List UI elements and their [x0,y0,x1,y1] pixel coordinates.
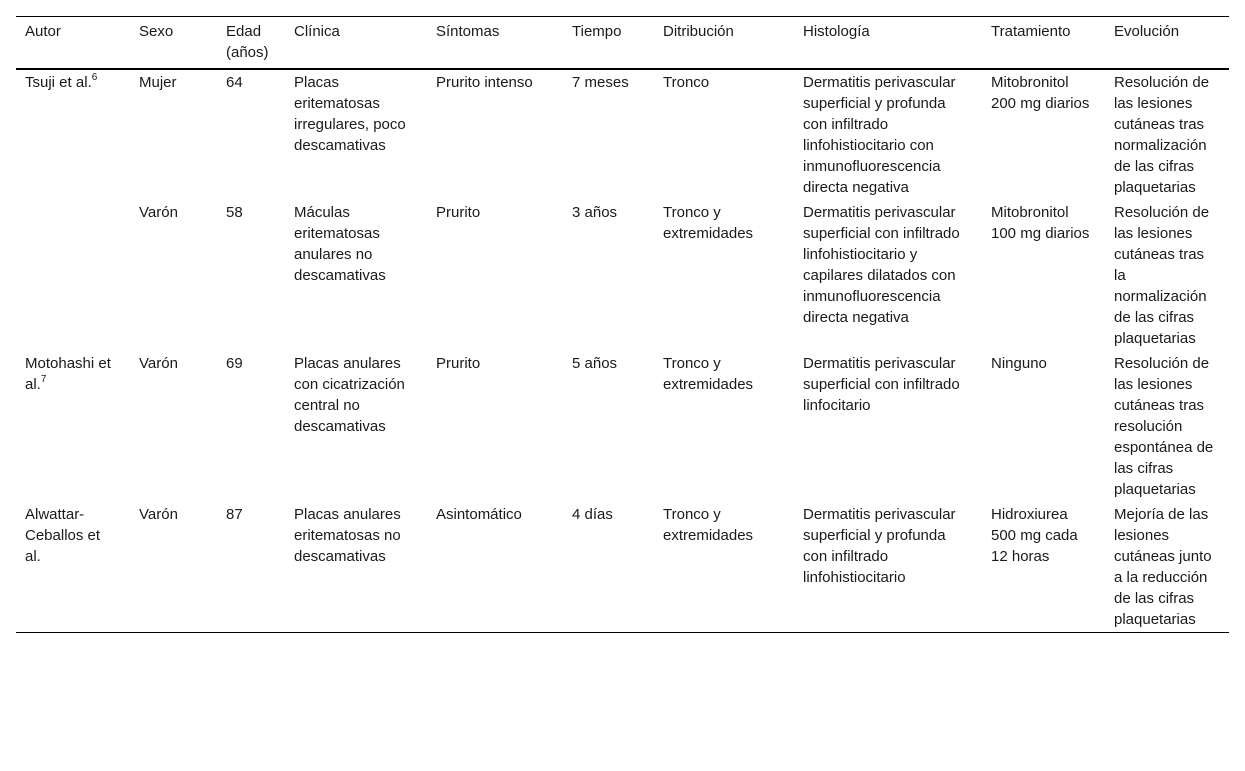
cell-sintomas: Prurito intenso [436,74,533,91]
header-sexo: Sexo [139,23,174,40]
header-row [16,17,1229,70]
header-sintomas: Síntomas [436,23,500,40]
reference-number: 6 [91,72,98,83]
cell-autor [16,69,130,200]
header-tratamiento: Tratamiento [991,23,1071,40]
cell-edad: 87 [226,506,243,523]
cell-tiempo: 5 años [572,355,618,372]
cell-sexo: Mujer [139,74,177,91]
table-row [16,200,1229,351]
table-header [16,17,1229,70]
cell-sexo: Varón [139,355,178,372]
cell-autor [16,200,130,351]
cell-clinica: Placas eritematosas irregulares, poco descamativas [294,74,406,154]
cell-sintomas: Prurito [436,355,481,372]
cell-histologia: Dermatitis perivascular superficial y profunda con infiltrado linfohistiocitario con inmunofluorescencia directa negativa [803,74,956,196]
table-row [16,69,1229,200]
reference-number: 7 [40,374,47,385]
cell-tiempo: 3 años [572,204,618,221]
autor-name: Motohashi et al. [25,355,111,393]
cell-edad: 64 [226,74,243,91]
cell-tiempo: 4 días [572,506,613,523]
cell-evolucion: Resolución de las lesiones cutáneas tras resolución espontánea de las cifras plaquetarias [1114,355,1214,498]
header-autor: Autor [25,23,61,40]
case-table [16,16,1229,633]
cell-tratamiento: Hidroxiurea 500 mg cada 12 horas [991,506,1078,565]
cell-tiempo: 7 meses [572,74,629,91]
header-distribucion: Ditribución [663,23,734,40]
cell-sintomas: Prurito [436,204,481,221]
cell-edad: 69 [226,355,243,372]
cell-tratamiento: Mitobronitol 100 mg diarios [991,204,1090,242]
cell-evolucion: Resolución de las lesiones cutáneas tras la normalización de las cifras plaquetarias [1114,204,1210,347]
cell-tratamiento: Ninguno [991,355,1047,372]
cell-evolucion: Mejoría de las lesiones cutáneas junto a la reducción de las cifras plaquetarias [1114,506,1212,628]
cell-clinica: Máculas eritematosas anulares no descamativas [294,204,386,284]
header-clinica: Clínica [294,23,340,40]
cell-edad: 58 [226,204,243,221]
header-evolucion: Evolución [1114,23,1180,40]
autor-name: Alwattar-Ceballos et al. [25,506,101,565]
table-row [16,351,1229,502]
header-edad-line2: (años) [226,44,269,61]
cell-clinica: Placas anulares eritematosas no descamativas [294,506,401,565]
case-table-container [16,16,1229,633]
table-body [16,69,1229,633]
cell-sexo: Varón [139,204,178,221]
header-edad-line1: Edad [226,23,262,40]
cell-distribucion: Tronco y extremidades [663,506,754,544]
cell-distribucion: Tronco y extremidades [663,204,754,242]
header-histologia: Histología [803,23,870,40]
header-tiempo: Tiempo [572,23,622,40]
table-row [16,502,1229,633]
autor-name: Tsuji et al. [25,74,92,91]
cell-tratamiento: Mitobronitol 200 mg diarios [991,74,1090,112]
cell-distribucion: Tronco [663,74,710,91]
cell-sintomas: Asintomático [436,506,522,523]
header-edad [217,17,285,70]
cell-histologia: Dermatitis perivascular superficial con infiltrado linfocitario [803,355,960,414]
cell-evolucion: Resolución de las lesiones cutáneas tras normalización de las cifras plaquetarias [1114,74,1210,196]
cell-histologia: Dermatitis perivascular superficial y profunda con infiltrado linfohistiocitario [803,506,956,586]
cell-sexo: Varón [139,506,178,523]
cell-clinica: Placas anulares con cicatrización central no descamativas [294,355,405,435]
cell-histologia: Dermatitis perivascular superficial con infiltrado linfohistiocitario y capilares dilatados con inmunofluorescencia directa negativa [803,204,960,326]
cell-distribucion: Tronco y extremidades [663,355,754,393]
cell-autor [16,351,130,502]
cell-autor [16,502,130,633]
